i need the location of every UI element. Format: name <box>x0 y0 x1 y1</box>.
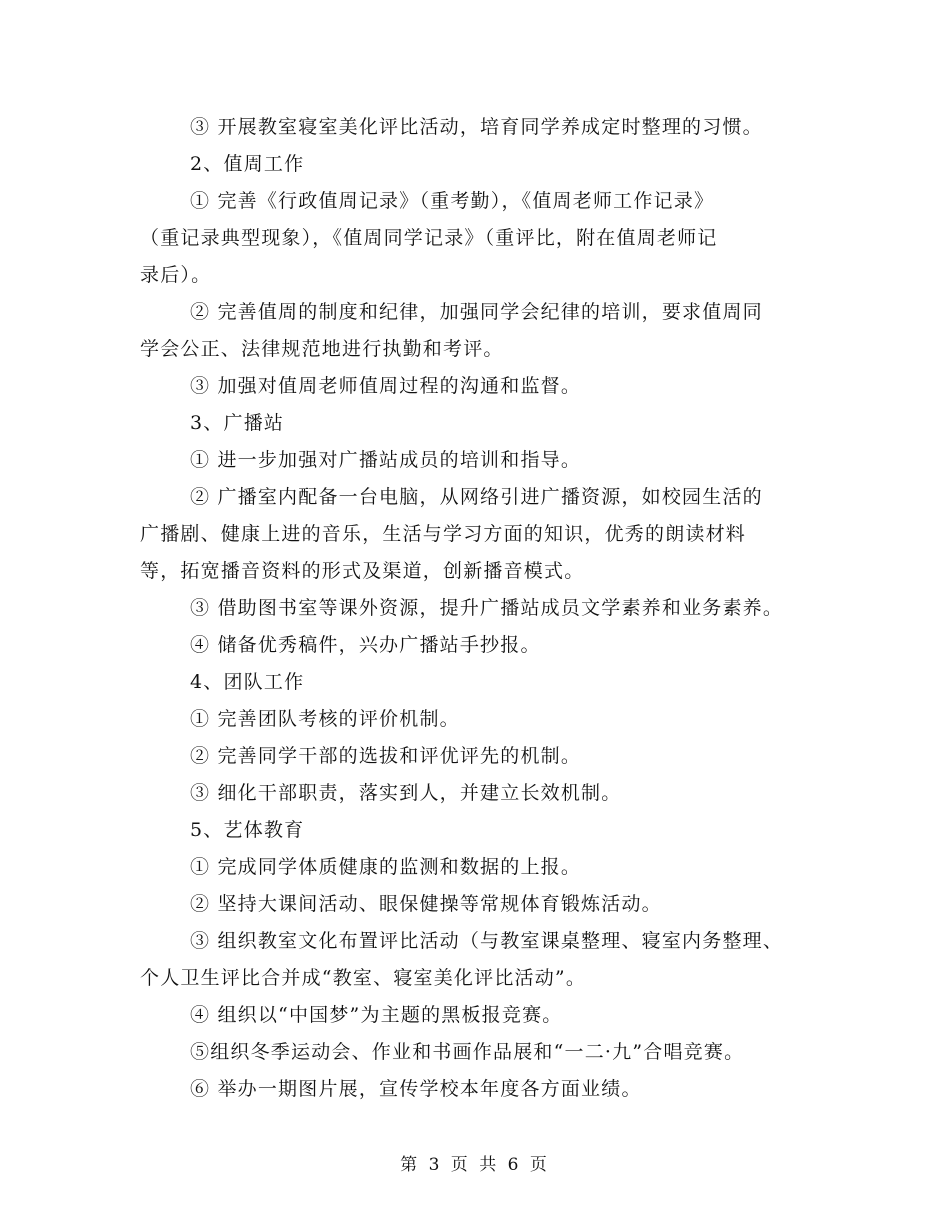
list-item-continuation: 等，拓宽播音资料的形式及渠道，创新播音模式。 <box>140 560 585 582</box>
list-item: ③ 组织教室文化布置评比活动（与教室课桌整理、寝室内务整理、 <box>190 930 784 952</box>
list-item-continuation: 个人卫生评比合并成“教室、寝室美化评比活动”。 <box>140 967 587 989</box>
section-heading: 2、值周工作 <box>190 153 305 175</box>
list-item-continuation: （重记录典型现象），《值周同学记录》（重评比，附在值周老师记 <box>140 227 718 249</box>
list-item: ③ 开展教室寝室美化评比活动，培育同学养成定时整理的习惯。 <box>190 116 763 138</box>
list-item: ② 完善同学干部的选拔和评优评先的机制。 <box>190 745 582 767</box>
list-item: ① 完成同学体质健康的监测和数据的上报。 <box>190 856 582 878</box>
list-item-continuation: 学会公正、法律规范地进行执勤和考评。 <box>140 338 504 360</box>
list-item: ⑤组织冬季运动会、作业和书画作品展和“一二·九”合唱竞赛。 <box>190 1041 745 1063</box>
list-item: ④ 组织以“中国梦”为主题的黑板报竞赛。 <box>190 1004 563 1026</box>
list-item: ② 坚持大课间活动、眼保健操等常规体育锻炼活动。 <box>190 893 662 915</box>
list-item-continuation: 广播剧、健康上进的音乐，生活与学习方面的知识，优秀的朗读材料 <box>140 523 747 545</box>
list-item: ③ 借助图书室等课外资源，提升广播站成员文学素养和业务素养。 <box>190 597 784 619</box>
list-item: ⑥ 举办一期图片展，宣传学校本年度各方面业绩。 <box>190 1078 642 1100</box>
list-item: ③ 细化干部职责，落实到人，并建立长效机制。 <box>190 782 622 804</box>
list-item: ④ 储备优秀稿件，兴办广播站手抄报。 <box>190 634 541 656</box>
page-number: 第 3 页 共 6 页 <box>400 1155 550 1175</box>
list-item-continuation: 录后）。 <box>140 264 212 286</box>
list-item: ③ 加强对值周老师值周过程的沟通和监督。 <box>190 375 582 397</box>
section-heading: 5、艺体教育 <box>190 819 305 841</box>
section-heading: 3、广播站 <box>190 412 285 434</box>
list-item: ① 进一步加强对广播站成员的培训和指导。 <box>190 449 582 471</box>
section-heading: 4、团队工作 <box>190 671 305 693</box>
list-item: ① 完善《行政值周记录》（重考勤），《值周老师工作记录》 <box>190 190 715 212</box>
list-item: ② 广播室内配备一台电脑，从网络引进广播资源，如校园生活的 <box>190 486 763 508</box>
list-item: ② 完善值周的制度和纪律，加强同学会纪律的培训，要求值周同 <box>190 301 763 323</box>
list-item: ① 完善团队考核的评价机制。 <box>190 708 460 730</box>
